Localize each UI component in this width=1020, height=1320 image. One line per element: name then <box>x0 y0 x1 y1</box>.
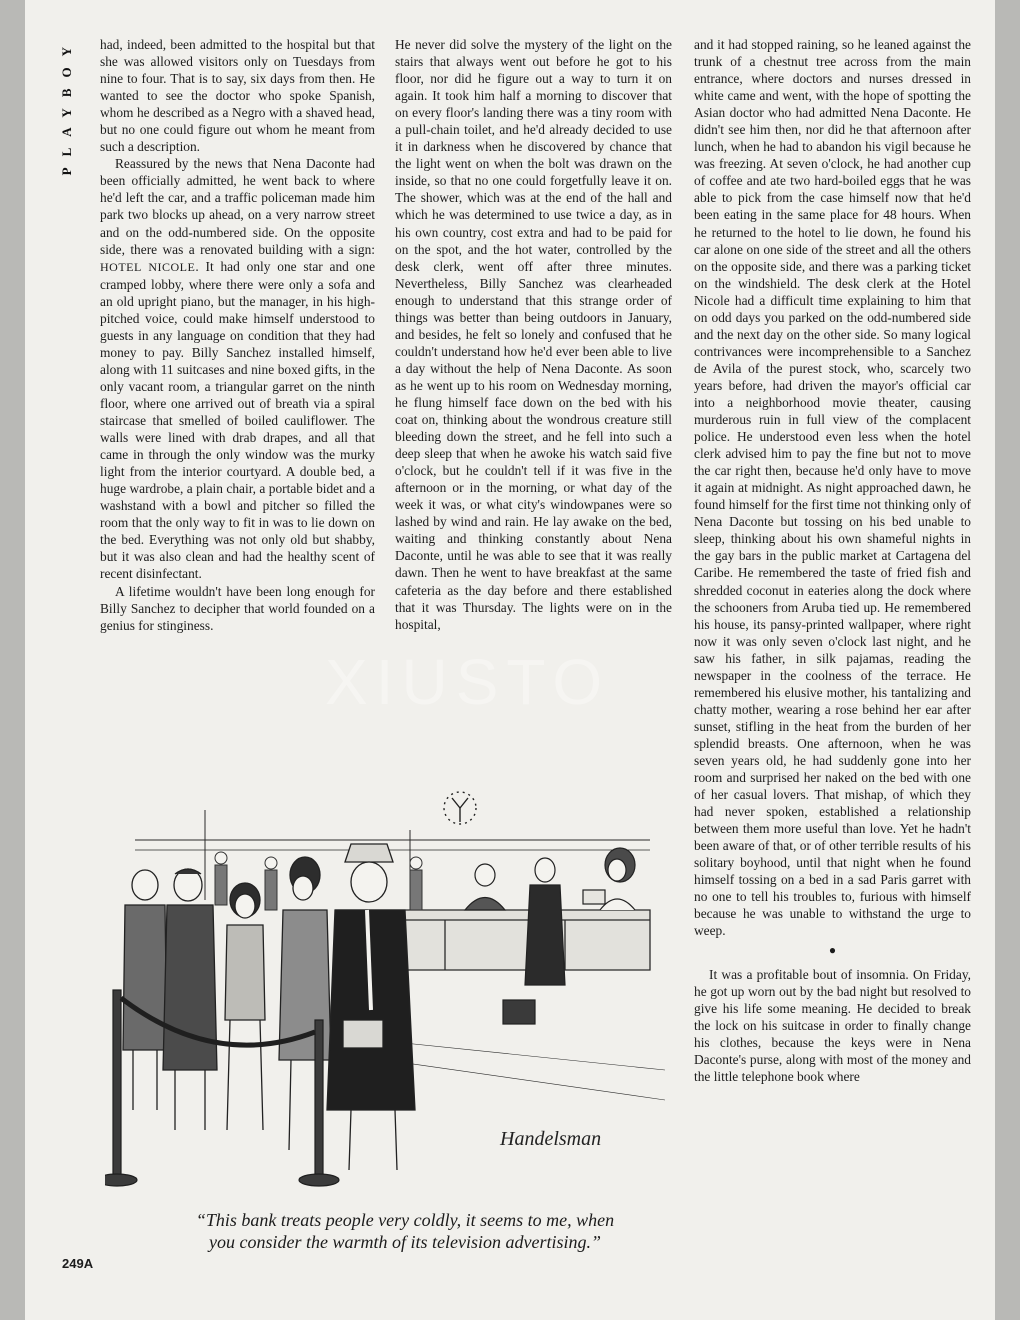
paragraph <box>100 155 375 582</box>
paragraph-text: . It had only one star and one cramped lobby, where there were only a sofa and an old upright piano, but the manager, in his high-pitched voice, could make himself understood to guests in any language on condition that they had money to pay. Billy Sanchez installed himself, along with 11 suitcases and nine boxed gifts, in the only vacant room, a triangular garret on the ninth floor, where one arrived out of breath via a spiral staircase that smelled of boiled cauliflower. The walls were lined with drab drapes, and all that came in through the only window was the murky light from the interior courtyard. A double bed, a huge wardrobe, a plain chair, a portable bidet and a washstand with a bowl and pitcher so filled the room that the only way to fit in was to lie down on the bed. Everything was not only old but shabby, but it was also clean and had the healthy scent of recent disinfectant. <box>100 258 376 582</box>
clerk-figure <box>465 864 505 910</box>
paragraph: It was a profitable bout of insomnia. On Friday, he got up worn out by the bad night but resolved to give his life some meaning. He decided to break the lock on his suitcase in order to finally change his clothes, because the keys were in Nena Daconte's purse, along with most of the money and the little telephone book where <box>694 966 971 1084</box>
watermark: XIUSTO <box>325 646 611 718</box>
artist-signature: Handelsman <box>500 1128 602 1150</box>
teller-figure <box>583 848 635 910</box>
magazine-sidebar-title: PLAYBOY <box>59 36 74 176</box>
paragraph: A lifetime wouldn't have been long enough for Billy Sanchez to decipher that world founded on a genius for stinginess. <box>100 583 375 633</box>
page-number: 249A <box>62 1256 94 1271</box>
paragraph: and it had stopped raining, so he leaned against the trunk of a chestnut tree across from the main entrance, where doctors and nurses dressed in white came and went, with the hope of spotting the Asian doctor who had admitted Nena Daconte. He didn't see him then, nor did he that afternoon after lunch, when he had to abandon his vigil because he was freezing. At seven o'clock, he had another cup of coffee and ate two hard-boiled eggs that he was able to pick from the case himself now that he'd been eating in the same place for 48 hours. When he returned to the hotel to lie down, he found his car alone on one side of the street and all the others on the opposite side, and there was a parking ticket on the windshield. The desk clerk at the Hotel Nicole had a difficult time explaining to him that on odd days you parked on the odd-numbered side and the next day on the other side. So many logical contrivances were incomprehensible to a Sanchez de Avila of the purest stock, who, scarcely two years before, had driven the mayor's official car into a neighborhood movie theater, causing murderous ruin in full view of the complacent police. He understood even less when the hotel clerk advised him to pay the fine but not to move the car right then, because he'd only have to move it again at midnight. As night approached dawn, he found himself for the first time not thinking only of Nena Daconte but tossing on his bed unable to sleep, thinking about his own shameful nights in the gay bars in the public market at Cartagena del Caribe. He remembered the taste of fried fish and shredded coconut in eateries along the dock where the schooners from Aruba tied up. He remembered his house, its pansy-printed wallpaper, where right now it was only seven o'clock last night, and he saw his father, in silk pajamas, reading the newspaper in the coolness of the terrace. He remembered his elusive mother, his tantalizing and chatty mother, wearing a rose behind her ear after sunset, stifling in the heat from the burden of her splendid breasts. One afternoon, when he was seven years old, he had suddenly gone into her room and surprised her naked on the bed with one of her casual lovers. That mishap, of which they had never spoken, established a relationship between them more useful than love. Yet he hadn't been aware of that, or of other terrible results of his solitary boyhood, until that night when he found himself tossing on a bed in a sad Paris garret with no one to tell his troubles to, furious with himself because he was unable to withstand the urge to weep. <box>694 37 971 939</box>
wall-clock-icon <box>444 792 476 824</box>
magazine-page <box>25 0 995 1320</box>
text-column-1 <box>100 36 375 634</box>
section-break-dot: ● <box>828 943 837 958</box>
text-column-2 <box>395 36 672 633</box>
paragraph: had, indeed, been admitted to the hospital but that she was allowed visitors only on Tuesdays from nine to four. That is to say, six days from then. He wanted to see the doctor who spoke Spanish, whom he described as a Negro with a shaved head, but no one could figure out whom he meant from such a description. <box>100 37 375 155</box>
paragraph-text: Reassured by the news that Nena Daconte had been officially admitted, he went back to where he'd left the car, and a traffic policeman made him park two blocks up ahead, on a very narrow street and on the odd-numbered side. On the opposite side, there was a renovated building with a sign: <box>100 156 375 257</box>
hotel-sign-text: HOTEL NICOLE <box>100 259 196 274</box>
cartoon-drawing <box>105 770 685 1200</box>
paragraph: He never did solve the mystery of the light on the stairs that always went out before he got to his floor, nor did he figure out a way to turn it on again. It took him half a morning to discover that on every floor's landing there was a tiny room with a pull-chain toilet, and he'd already decided to use it in darkness when he discovered by chance that the light went on when the bolt was drawn on the inside, so that no one could forgetfully leave it on. The shower, which was at the end of the hall and which he was determined to use twice a day, as in his own country, cost extra and had to be paid for on the spot, and the hot water, controlled by the desk clerk, went off after three minutes. Nevertheless, Billy Sanchez was clearheaded enough to understand that this strange order of things was better than being outdoors in January, and besides, he felt so lonely and confused that he couldn't understand how he'd ever been able to live a day without the help of Nena Daconte. As soon as he went up to his room on Wednesday morning, he flung himself face down on the bed with his coat on, thinking about the wondrous creature still bleeding down the street, and he fell into such a deep sleep that when he awoke his watch said five o'clock, but he couldn't tell if it was five in the afternoon or in the morning, or what day of the week it was, or what city's windowpanes were so lashed by wind and rain. He lay awake on the bed, waiting and thinking constantly about Nena Daconte, until he was able to see that it was really dawn. Then he went to have breakfast at the same cafeteria as the day before and there established that it was Thursday. The lights were on in the hospital, <box>395 37 672 632</box>
bank-queue-cartoon <box>105 770 685 1200</box>
text-column-3 <box>694 36 971 1085</box>
cartoon-caption: “This bank treats people very coldly, it seems to me, when you consider the warmth of its television advertising.” <box>195 1210 615 1252</box>
